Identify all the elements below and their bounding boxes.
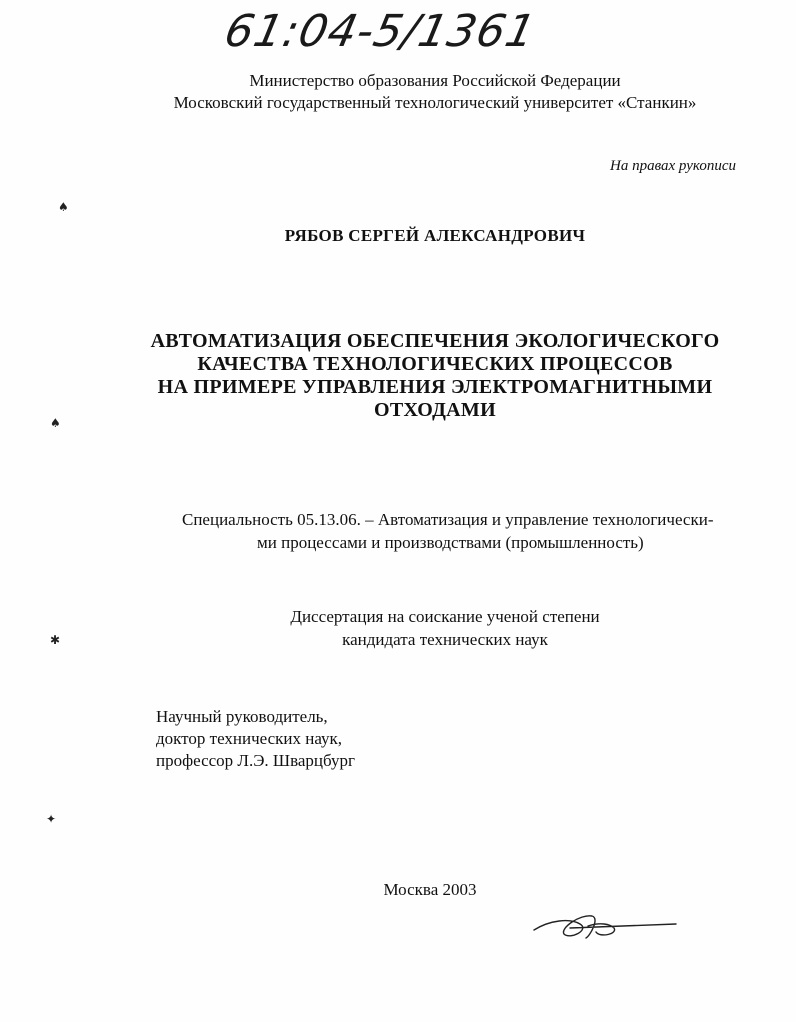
- university-line: Московский государственный технологический университет «Станкин»: [173, 93, 697, 112]
- signature-icon: [530, 900, 680, 950]
- scan-mark-icon: ♠: [58, 200, 69, 214]
- ministry-line: Министерство образования Российской Федерации: [249, 71, 621, 90]
- institution-header: [40, 70, 796, 114]
- specialty: [182, 508, 742, 554]
- degree-line: Диссертация на соискание ученой степени: [290, 607, 600, 626]
- specialty-line: Специальность 05.13.06. – Автоматизация и управление технологически-: [182, 510, 714, 529]
- title-line: КАЧЕСТВА ТЕХНОЛОГИЧЕСКИХ ПРОЦЕССОВ: [197, 353, 673, 375]
- scan-mark-icon: ✱: [50, 633, 61, 647]
- advisor-line: Научный руководитель,: [156, 707, 328, 726]
- author-name: РЯБОВ СЕРГЕЙ АЛЕКСАНДРОВИЧ: [284, 226, 586, 245]
- scan-mark-icon: ♠: [50, 416, 61, 430]
- city-year: Москва 2003: [383, 880, 477, 899]
- title-line: ОТХОДАМИ: [374, 399, 496, 421]
- advisor-line: профессор Л.Э. Шварцбург: [156, 751, 355, 770]
- degree-line: кандидата технических наук: [342, 630, 548, 649]
- handwritten-archive-code: 61:04-5/1361: [220, 6, 541, 57]
- advisor-line: доктор технических наук,: [156, 729, 343, 748]
- dissertation-title: [40, 330, 796, 422]
- scientific-advisor: [156, 706, 556, 772]
- rights-note: На правах рукописи: [610, 158, 736, 174]
- degree-statement: [220, 605, 670, 651]
- title-line: АВТОМАТИЗАЦИЯ ОБЕСПЕЧЕНИЯ ЭКОЛОГИЧЕСКОГО: [150, 330, 720, 352]
- scan-mark-icon: ✦: [46, 812, 57, 826]
- title-line: НА ПРИМЕРЕ УПРАВЛЕНИЯ ЭЛЕКТРОМАГНИТНЫМИ: [157, 376, 713, 398]
- specialty-line: ми процессами и производствами (промышленность): [257, 533, 644, 552]
